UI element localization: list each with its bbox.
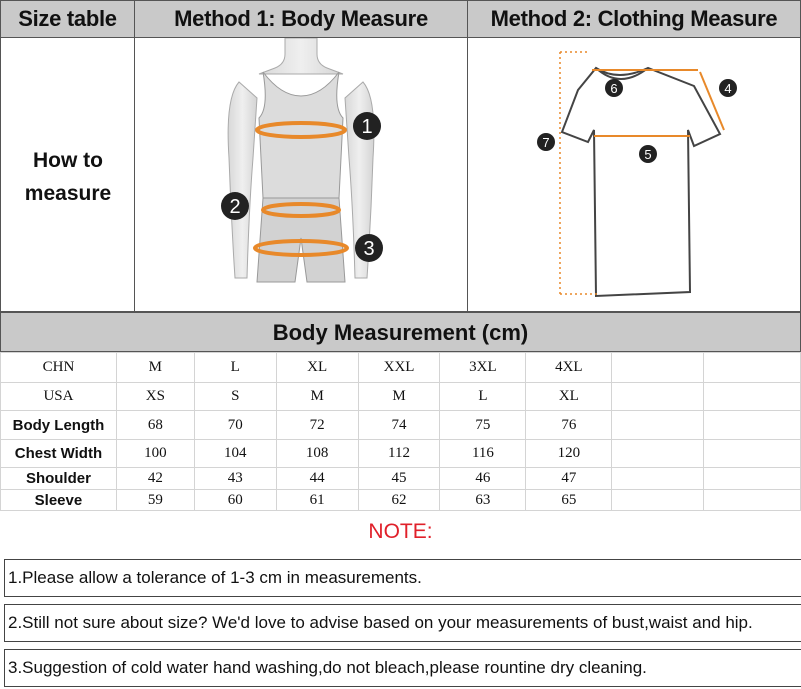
table-cell: 76 bbox=[526, 411, 612, 440]
svg-text:6: 6 bbox=[610, 81, 618, 96]
table-cell bbox=[612, 383, 704, 411]
marker-4 bbox=[719, 79, 737, 97]
size-table bbox=[0, 352, 801, 511]
table-cell bbox=[704, 353, 801, 383]
table-cell bbox=[612, 490, 704, 511]
table-cell: 63 bbox=[440, 490, 526, 511]
marker-5 bbox=[639, 145, 657, 163]
table-cell bbox=[612, 353, 704, 383]
table-cell bbox=[612, 440, 704, 468]
svg-text:4: 4 bbox=[724, 81, 732, 96]
table-cell bbox=[704, 383, 801, 411]
table-cell: 62 bbox=[358, 490, 440, 511]
table-cell: XL bbox=[526, 383, 612, 411]
svg-text:3: 3 bbox=[363, 238, 375, 260]
table-cell: 59 bbox=[116, 490, 194, 511]
how-to-measure-label bbox=[1, 144, 135, 210]
table-cell: 46 bbox=[440, 468, 526, 490]
method2-header: Method 2: Clothing Measure bbox=[467, 0, 801, 38]
svg-text:5: 5 bbox=[644, 147, 652, 162]
table-cell: 60 bbox=[194, 490, 276, 511]
table-cell: 4XL bbox=[526, 353, 612, 383]
body-measure-cell bbox=[134, 38, 468, 312]
marker-3 bbox=[355, 234, 383, 262]
table-cell: L bbox=[194, 353, 276, 383]
table-cell bbox=[704, 490, 801, 511]
table-cell: 42 bbox=[116, 468, 194, 490]
table-cell: M bbox=[276, 383, 358, 411]
body-measurement-title: Body Measurement (cm) bbox=[0, 312, 801, 352]
table-cell: XXL bbox=[358, 353, 440, 383]
table-row bbox=[1, 383, 801, 411]
table-cell: 70 bbox=[194, 411, 276, 440]
table-cell: 44 bbox=[276, 468, 358, 490]
table-row bbox=[1, 440, 801, 468]
row-label: Sleeve bbox=[1, 490, 117, 511]
svg-text:7: 7 bbox=[542, 135, 550, 150]
tshirt-illustration bbox=[468, 38, 800, 310]
table-cell: M bbox=[116, 353, 194, 383]
table-cell: 104 bbox=[194, 440, 276, 468]
table-row bbox=[1, 468, 801, 490]
table-cell bbox=[612, 468, 704, 490]
table-cell: 75 bbox=[440, 411, 526, 440]
how-to-line-1: How to bbox=[33, 149, 103, 172]
table-cell: 61 bbox=[276, 490, 358, 511]
table-cell: 120 bbox=[526, 440, 612, 468]
table-cell: 74 bbox=[358, 411, 440, 440]
note-1: 1.Please allow a tolerance of 1-3 cm in measurements. bbox=[4, 559, 801, 597]
table-row bbox=[1, 490, 801, 511]
table-cell: 100 bbox=[116, 440, 194, 468]
body-figure-illustration bbox=[135, 38, 467, 310]
measure-guide bbox=[0, 0, 801, 312]
table-row bbox=[1, 411, 801, 440]
table-cell bbox=[612, 411, 704, 440]
table-cell: S bbox=[194, 383, 276, 411]
size-table-header: Size table bbox=[0, 0, 135, 38]
note-3: 3.Suggestion of cold water hand washing,do not bleach,please rountine dry cleaning. bbox=[4, 649, 801, 687]
table-cell: M bbox=[358, 383, 440, 411]
method1-header: Method 1: Body Measure bbox=[134, 0, 468, 38]
clothing-measure-cell bbox=[467, 38, 801, 312]
row-label: Shoulder bbox=[1, 468, 117, 490]
marker-2 bbox=[221, 192, 249, 220]
svg-text:2: 2 bbox=[229, 196, 241, 218]
marker-7 bbox=[537, 133, 555, 151]
table-cell: L bbox=[440, 383, 526, 411]
table-cell: 65 bbox=[526, 490, 612, 511]
how-to-measure-cell bbox=[0, 38, 135, 312]
row-label: Body Length bbox=[1, 411, 117, 440]
table-cell: 43 bbox=[194, 468, 276, 490]
row-label: Chest Width bbox=[1, 440, 117, 468]
row-label: CHN bbox=[1, 353, 117, 383]
table-cell: 47 bbox=[526, 468, 612, 490]
svg-text:1: 1 bbox=[361, 116, 373, 138]
table-cell bbox=[704, 468, 801, 490]
table-cell bbox=[704, 440, 801, 468]
note-2: 2.Still not sure about size? We'd love to advise based on your measurements of bust,waist and hip. bbox=[4, 604, 801, 642]
table-cell: 112 bbox=[358, 440, 440, 468]
note-title: NOTE: bbox=[368, 520, 433, 543]
table-cell: 108 bbox=[276, 440, 358, 468]
table-cell: 45 bbox=[358, 468, 440, 490]
table-row bbox=[1, 353, 801, 383]
table-cell: XL bbox=[276, 353, 358, 383]
table-cell: 68 bbox=[116, 411, 194, 440]
marker-6 bbox=[605, 79, 623, 97]
marker-1 bbox=[353, 112, 381, 140]
how-to-line-2: measure bbox=[24, 182, 112, 205]
table-cell: 72 bbox=[276, 411, 358, 440]
row-label: USA bbox=[1, 383, 117, 411]
table-cell: 3XL bbox=[440, 353, 526, 383]
table-cell: 116 bbox=[440, 440, 526, 468]
table-cell: XS bbox=[116, 383, 194, 411]
table-cell bbox=[704, 411, 801, 440]
